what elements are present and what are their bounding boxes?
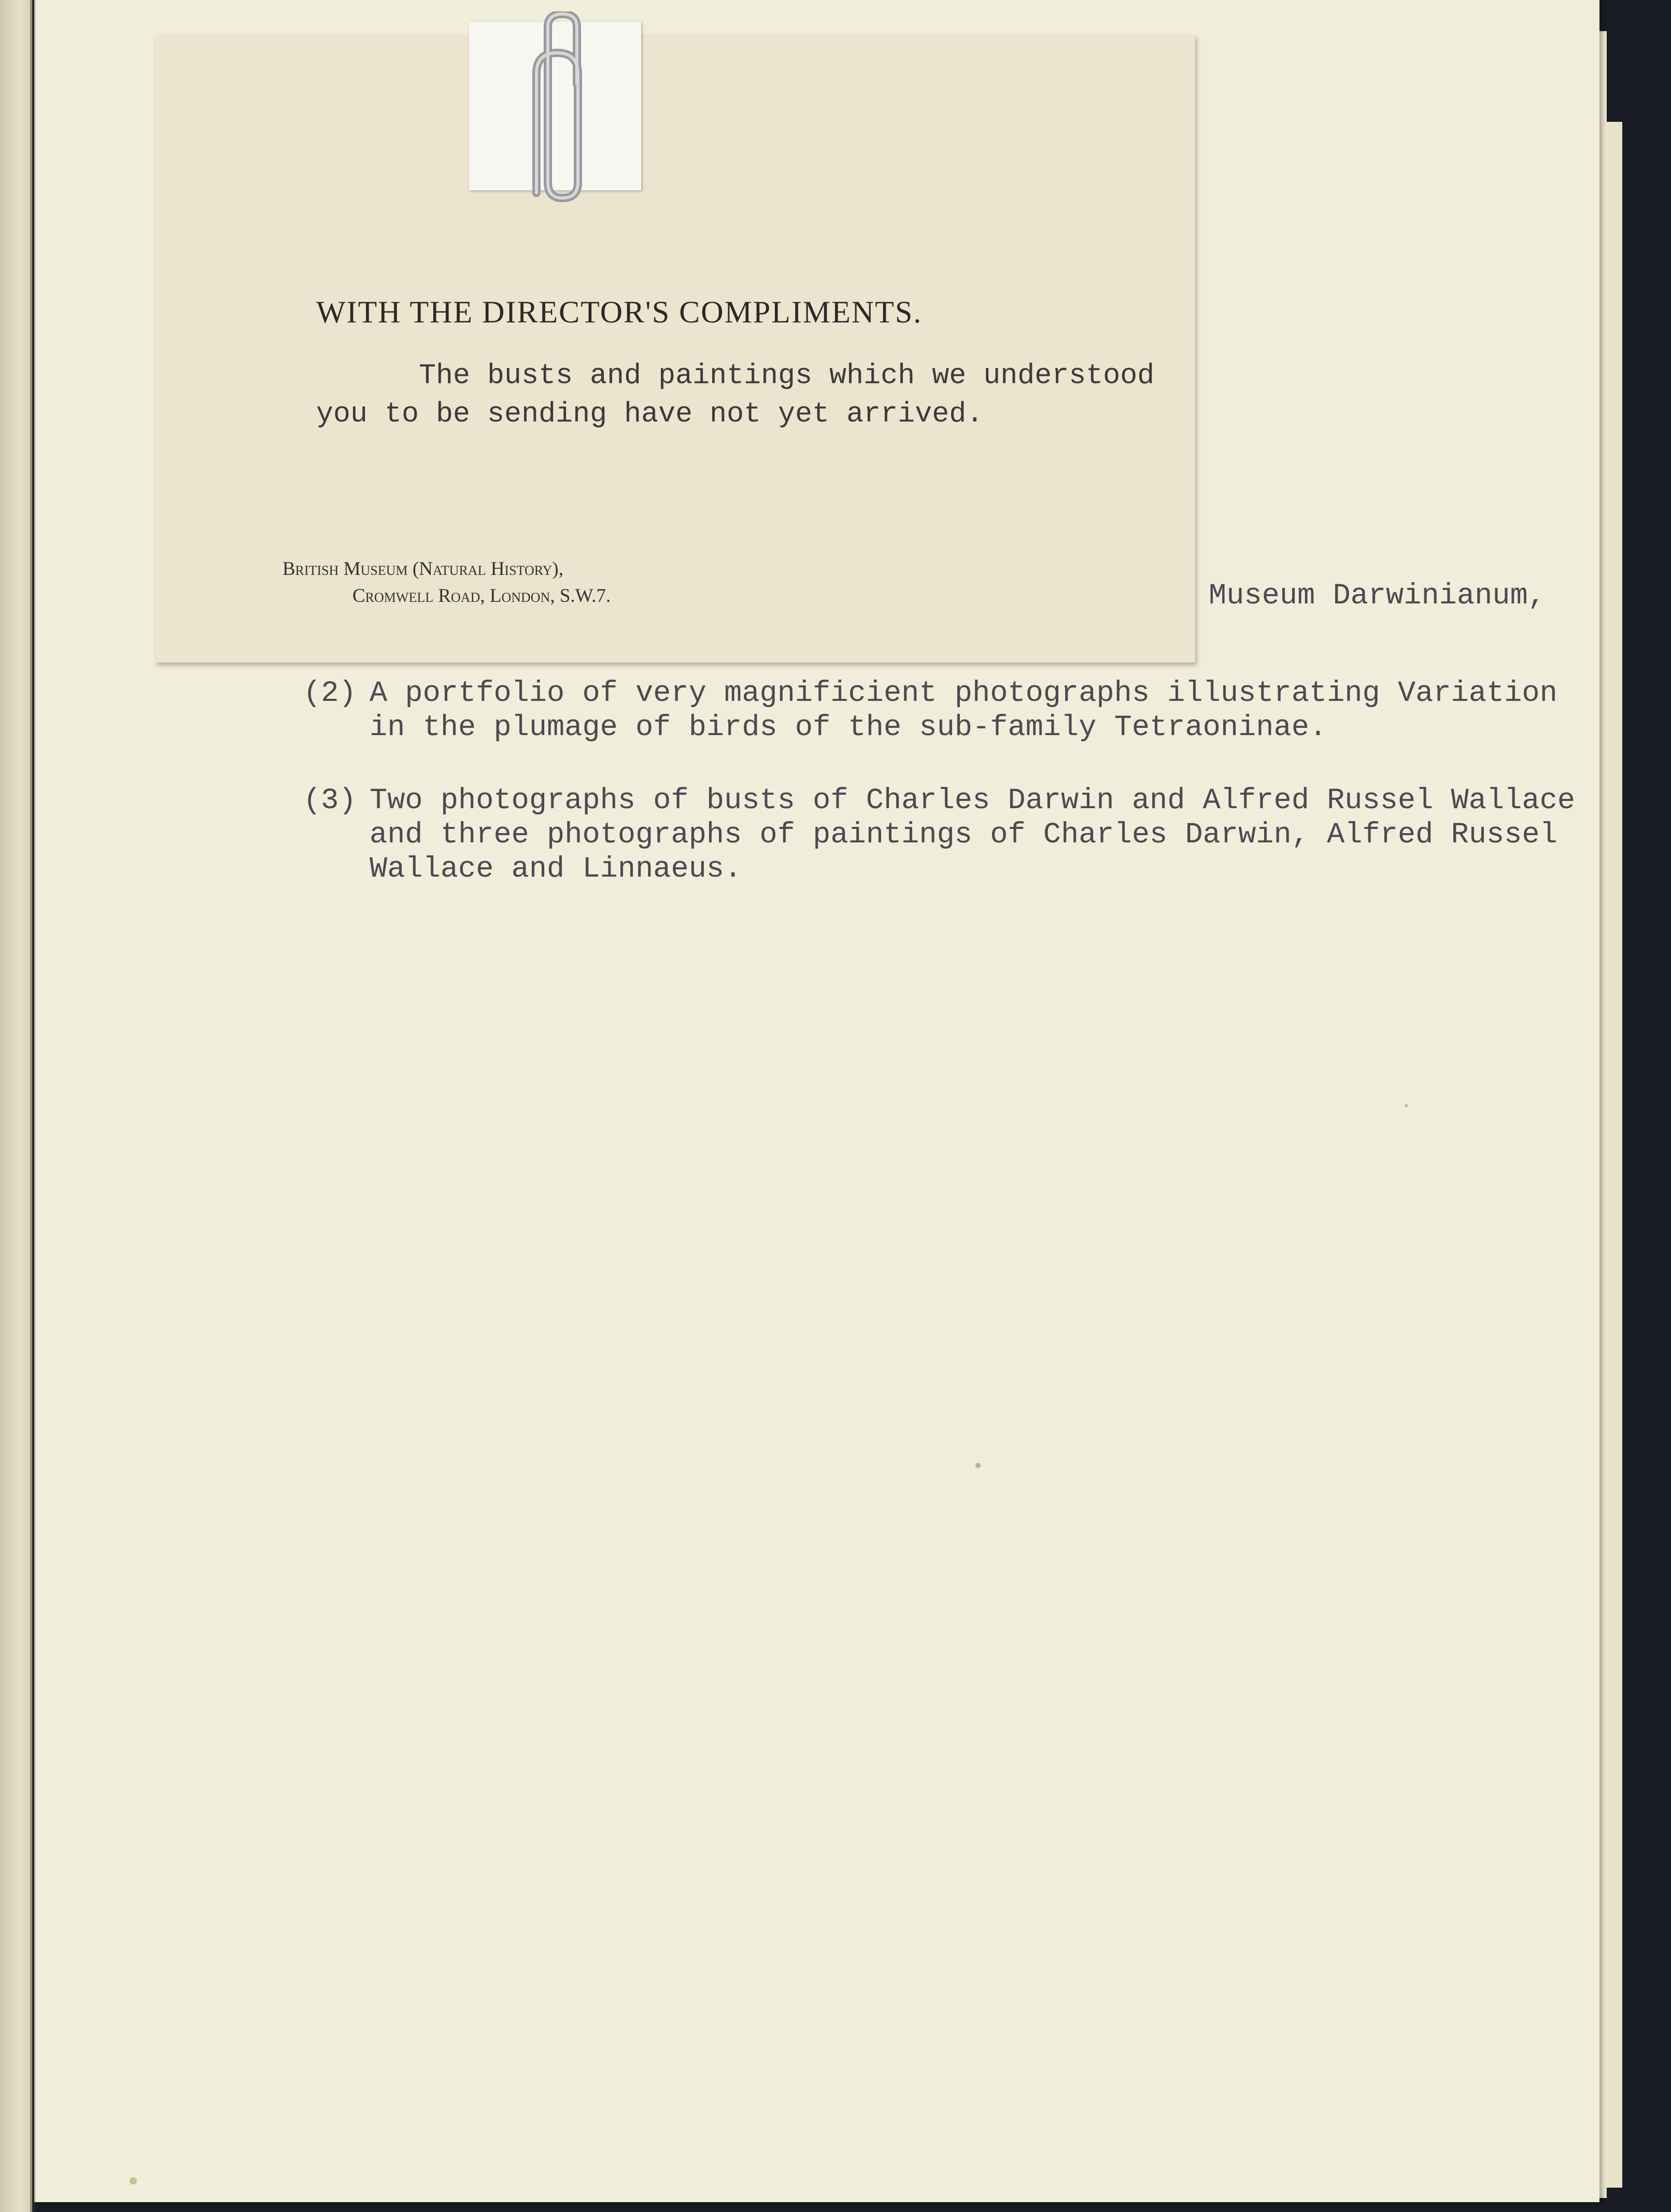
item-line: in the plumage of birds of the sub-family Tetraoninae. — [370, 711, 1327, 744]
card-address-line: British Museum (Natural History), — [282, 558, 563, 580]
paper-speck — [975, 1463, 981, 1468]
item-line: A portfolio of very magnificient photographs illustrating Variation — [370, 677, 1557, 710]
paper-clip-icon — [511, 11, 599, 203]
sheet-fold — [34, 0, 36, 2202]
location-line: Museum Darwinianum, — [1209, 580, 1546, 613]
item-number: (3) — [303, 784, 357, 818]
item-number: (2) — [303, 677, 357, 710]
item-line: Two photographs of busts of Charles Darwin and Alfred Russel Wallace — [370, 784, 1575, 818]
paper-speck — [1405, 1104, 1408, 1107]
item-line: Wallace and Linnaeus. — [370, 853, 742, 886]
card-note — [316, 357, 1154, 433]
folder-left-flap — [0, 0, 32, 2212]
card-note-line: The busts and paintings which we understood — [316, 359, 1155, 392]
card-address-line: Cromwell Road, London, S.W.7. — [352, 585, 611, 607]
card-note-line: you to be sending have not yet arrived. — [316, 398, 984, 430]
card-title: WITH THE DIRECTOR'S COMPLIMENTS. — [316, 295, 923, 329]
compliments-card — [155, 35, 1195, 663]
paper-speck — [130, 2177, 137, 2185]
item-line: and three photographs of paintings of Charles Darwin, Alfred Russel — [370, 819, 1557, 852]
